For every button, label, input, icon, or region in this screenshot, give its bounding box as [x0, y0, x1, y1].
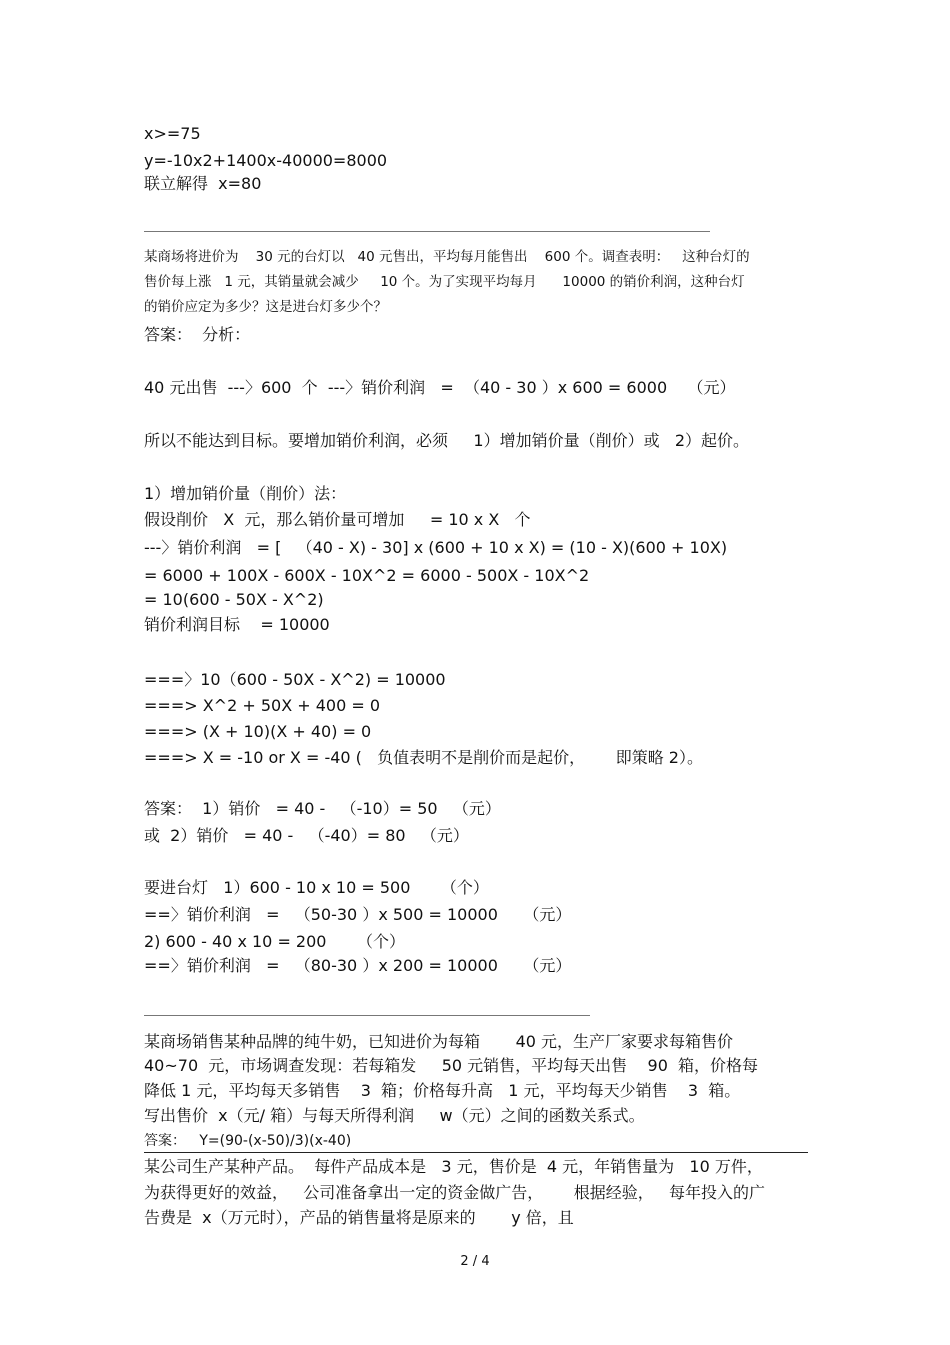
text-line: 2) 600 - 40 x 10 = 200 （个） — [144, 932, 405, 951]
text-line: 某公司生产某种产品。 每件产品成本是 3 元，售价是 4 元，年销售量为 10 万件， — [144, 1157, 763, 1176]
text-line: 告费是 x（万元时），产品的销售量将是原来的 y 倍，且 — [144, 1208, 574, 1227]
text-line: 写出售价 x（元/ 箱）与每天所得利润 w（元）之间的函数关系式。 — [144, 1106, 645, 1125]
text-line: y=-10x2+1400x-40000=8000 — [144, 151, 388, 170]
text-line: ===> (X + 10)(X + 40) = 0 — [144, 722, 372, 741]
text-line: 某商场将进价为 30 元的台灯以 40 元售出，平均每月能售出 600 个。调查表明： 这种台灯的 — [144, 249, 750, 265]
text-line: 40~70 元，市场调查发现：若每箱发 50 元销售，平均每天出售 90 箱，价格每 — [144, 1056, 759, 1075]
text-line: 的销价应定为多少？这是进台灯多少个？ — [144, 299, 387, 315]
text-line: 所以不能达到目标。要增加销价利润，必须 1）增加销价量（削价）或 2）起价。 — [144, 431, 750, 450]
text-line: 答案： Y=(90-(x-50)/3)(x-40) — [144, 1133, 352, 1149]
text-line: 1）增加销价量（削价）法： — [144, 484, 347, 503]
text-line: 售价每上涨 1 元，其销量就会减少 10 个。为了实现平均每月 10000 的销价利润，这种台灯 — [144, 274, 745, 290]
text-line: ===〉10（600 - 50X - X^2) = 10000 — [144, 670, 446, 689]
text-line: = 6000 + 100X - 600X - 10X^2 = 6000 - 500X - 10X^2 — [144, 566, 590, 585]
text-line: 销价利润目标 = 10000 — [144, 615, 330, 634]
separator-line — [144, 1015, 590, 1016]
text-line: x>=75 — [144, 124, 201, 143]
text-line: 40 元出售 ---〉600 个 ---〉销价利润 = （40 - 30 ）x 600 = 6000 （元） — [144, 378, 736, 397]
text-line: 答案： 1）销价 = 40 - （-10）= 50 （元） — [144, 799, 501, 818]
text-line: ==〉销价利润 = （50-30 ）x 500 = 10000 （元） — [144, 905, 572, 924]
text-line: 要进台灯 1）600 - 10 x 10 = 500 （个） — [144, 878, 489, 897]
text-line: 某商场销售某种品牌的纯牛奶，已知进价为每箱 40 元，生产厂家要求每箱售价 — [144, 1032, 734, 1051]
text-line: ---〉销价利润 = [ （40 - X) - 30] x (600 + 10 x X) = (10 - X)(600 + 10X) — [144, 538, 728, 557]
separator-line — [144, 231, 710, 232]
text-line: = 10(600 - 50X - X^2) — [144, 590, 324, 609]
text-line: 联立解得 x=80 — [144, 174, 262, 193]
text-line: 为获得更好的效益， 公司准备拿出一定的资金做广告， 根据经验， 每年投入的广 — [144, 1183, 766, 1202]
page-number: 2 / 4 — [460, 1254, 490, 1269]
text-line: 或 2）销价 = 40 - （-40）= 80 （元） — [144, 826, 469, 845]
separator-line — [144, 1152, 808, 1153]
text-line: 假设削价 X 元，那么销价量可增加 = 10 x X 个 — [144, 510, 531, 529]
text-line: 降低 1 元，平均每天多销售 3 箱；价格每升高 1 元，平均每天少销售 3 箱。 — [144, 1081, 741, 1100]
text-line: 答案： 分析： — [144, 325, 251, 344]
text-line: ===> X = -10 or X = -40 ( 负值表明不是削价而是起价， 即策略 2）。 — [144, 748, 703, 767]
text-line: ===> X^2 + 50X + 400 = 0 — [144, 696, 381, 715]
text-line: ==〉销价利润 = （80-30 ）x 200 = 10000 （元） — [144, 956, 572, 975]
